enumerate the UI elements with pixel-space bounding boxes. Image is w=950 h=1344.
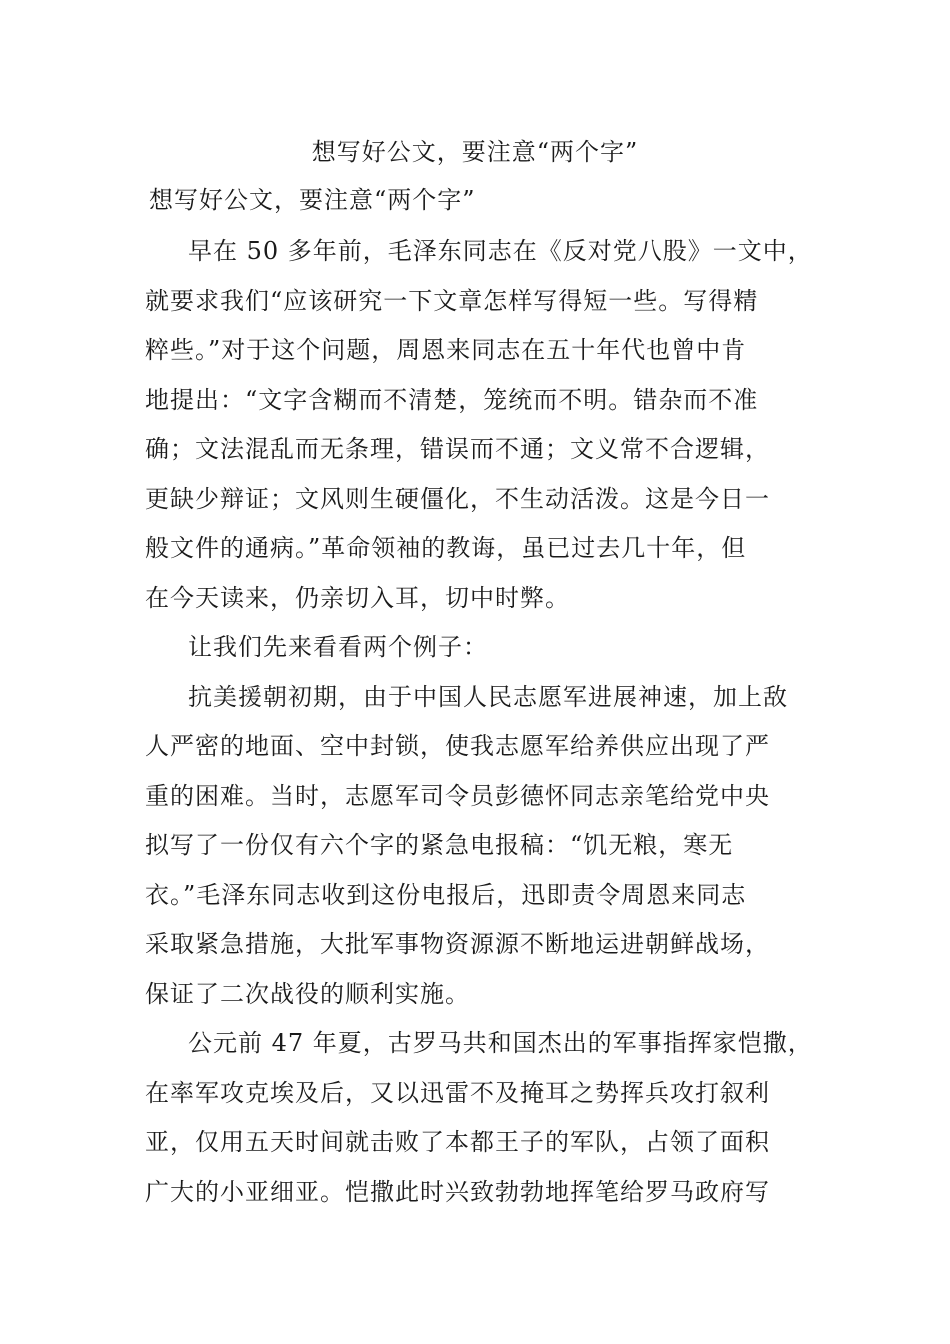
text-line: 在今天读来，仍亲切入耳，切中时弊。 [145,583,570,612]
paragraph-caesar-example [145,1019,835,1217]
text-line: 拟写了一份仅有六个字的紧急电报稿：“饥无粮，寒无 [145,831,734,859]
text-line: 就要求我们“应该研究一下文章怎样写得短一些。写得精 [145,286,759,315]
text-line: 重的困难。当时，志愿军司令员彭德怀同志亲笔给党中央 [145,781,770,810]
text-line: 确；文法混乱而无条理，错误而不通；文义常不合逻辑， [145,435,770,463]
paragraph-examples-intro [145,623,835,673]
document-body [145,227,835,1217]
text-line: 般文件的通病。”革命领袖的教诲，虽已过去几十年，但 [145,534,747,562]
text-line: 在率军攻克埃及后，又以迅雷不及掩耳之势挥兵攻打叙利 [145,1078,770,1107]
document-title: 想写好公文，要注意“两个字” [311,138,639,166]
text-line: 衣。”毛泽东同志收到这份电报后，迅即责令周恩来同志 [145,880,747,909]
text-line: 地提出：“文字含糊而不清楚，笼统而不明。错杂而不准 [145,385,759,414]
paragraph-korean-war-example [145,673,835,1020]
text-line: 采取紧急措施，大批军事物资源源不断地运进朝鲜战场， [145,930,770,958]
text-line: 更缺少辩证；文风则生硬僵化，不生动活泼。这是今日一 [145,484,770,513]
text-line: 人严密的地面、空中封锁，使我志愿军给养供应出现了严 [145,732,770,760]
text-line: 亚，仅用五天时间就击败了本都王子的军队，占领了面积 [145,1128,770,1156]
text-line: 抗美援朝初期，由于中国人民志愿军进展神速，加上敌 [188,682,788,711]
text-line: 公元前 47 年夏，古罗马共和国杰出的军事指挥家恺撒， [188,1029,813,1057]
document-subtitle: 想写好公文，要注意“两个字” [149,186,476,214]
paragraph-mao-quote [145,227,835,623]
text-line: 广大的小亚细亚。恺撒此时兴致勃勃地挥笔给罗马政府写 [145,1177,770,1206]
text-line: 保证了二次战役的顺利实施。 [145,979,470,1008]
text-line: 让我们先来看看两个例子： [188,633,488,661]
text-line: 早在 50 多年前，毛泽东同志在《反对党八股》一文中， [188,237,813,265]
text-line: 粹些。”对于这个问题，周恩来同志在五十年代也曾中肯 [145,336,747,364]
